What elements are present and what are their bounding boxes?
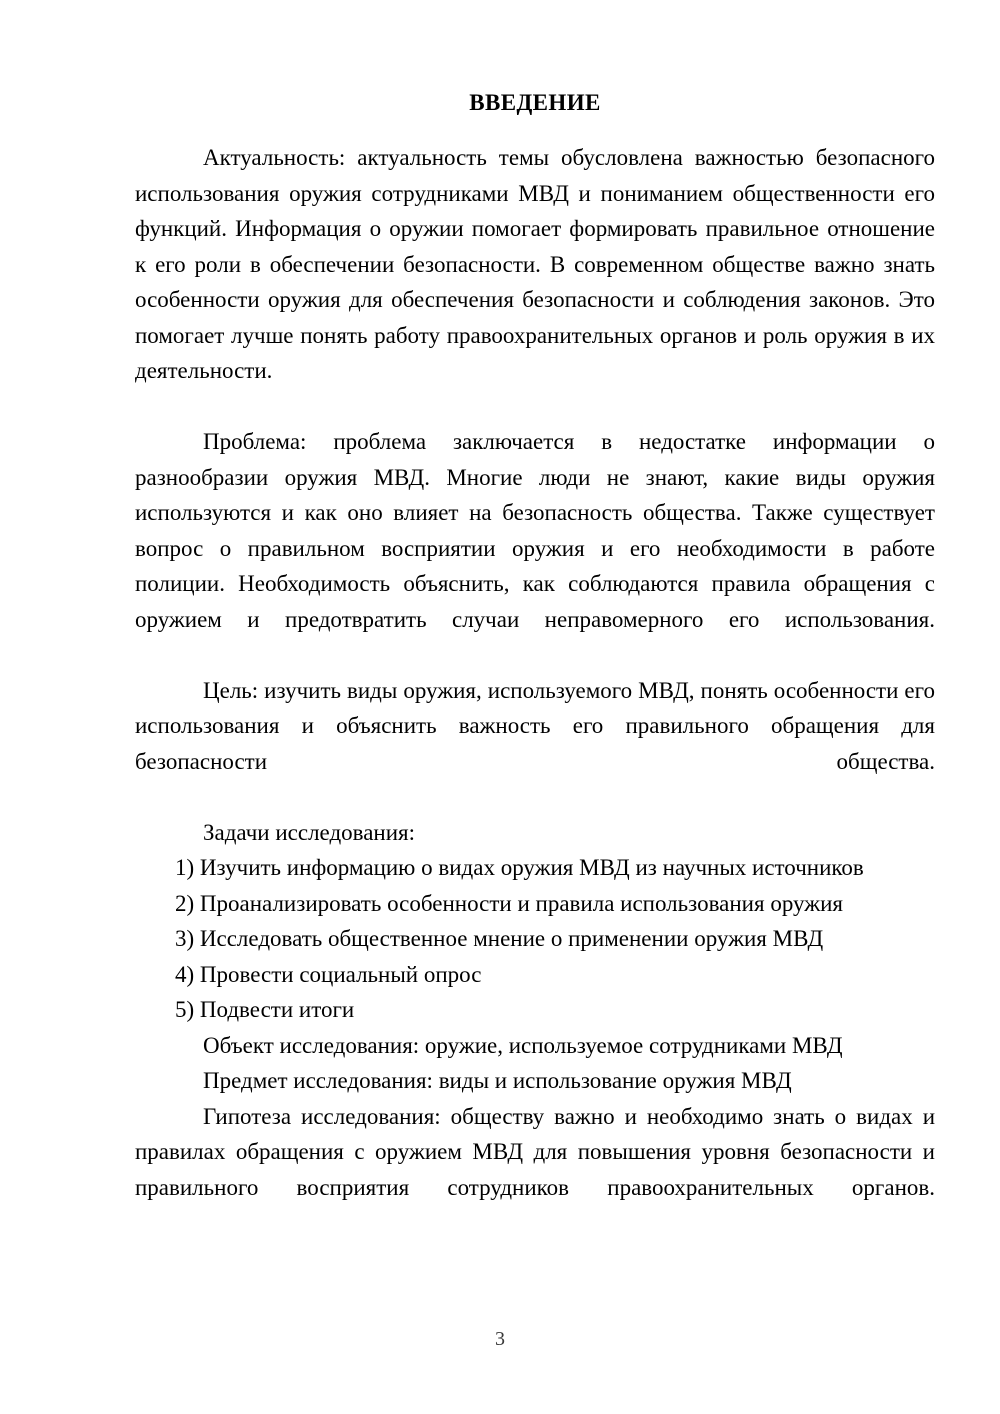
page-number: 3 xyxy=(495,1328,505,1350)
list-item: 5) Подвести итоги xyxy=(175,997,355,1022)
list-item: 2) Проанализировать особенности и правила использования оружия xyxy=(175,890,843,916)
document-content xyxy=(135,86,935,1241)
page-title: ВВЕДЕНИЕ xyxy=(469,90,601,115)
tasks-heading: Задачи исследования: xyxy=(203,819,416,845)
paragraph-goal: Цель: изучить виды оружия, используемого МВД, понять особенности его использования и объяснить важность его правильного обращения для безопасности общества. xyxy=(135,677,935,774)
hypothesis-paragraph: Гипотеза исследования: обществу важно и необходимо знать о видах и правилах обращения с оружием МВД для повышения уровня безопасности и правильного восприятия сотрудников правоохранительных органов. xyxy=(135,1103,935,1200)
list-item: 4) Провести социальный опрос xyxy=(175,961,482,987)
paragraph-problem: Проблема: проблема заключается в недостатке информации о разнообразии оружия МВД. Многие люди не знают, какие виды оружия используются и как оно влияет на безопасность общества. Также существует вопрос о правильном восприятии оружия и его необходимости в работе полиции. Необходимость объяснить, как соблюдаются правила обращения с оружием и предотвратить случаи неправомерного его использования. xyxy=(135,429,935,632)
tasks-list xyxy=(135,850,935,1028)
object-statement: Объект исследования: оружие, используемое сотрудниками МВД xyxy=(203,1032,843,1058)
list-item: 1) Изучить информацию о видах оружия МВД из научных источников xyxy=(175,855,864,880)
paragraph-relevance: Актуальность: актуальность темы обусловлена важностью безопасного использования оружия сотрудниками МВД и пониманием общественности его функций. Информация о оружии помогает формировать правильное отношение к его роли в обеспечении безопасности. В современном обществе важно знать особенности оружия для обеспечения безопасности и соблюдения законов. Это помогает лучше понять работу правоохранительных органов и роль оружия в их деятельности. xyxy=(135,145,935,383)
subject-statement: Предмет исследования: виды и использование оружия МВД xyxy=(203,1068,792,1093)
list-item: 3) Исследовать общественное мнение о применении оружия МВД xyxy=(175,926,824,951)
